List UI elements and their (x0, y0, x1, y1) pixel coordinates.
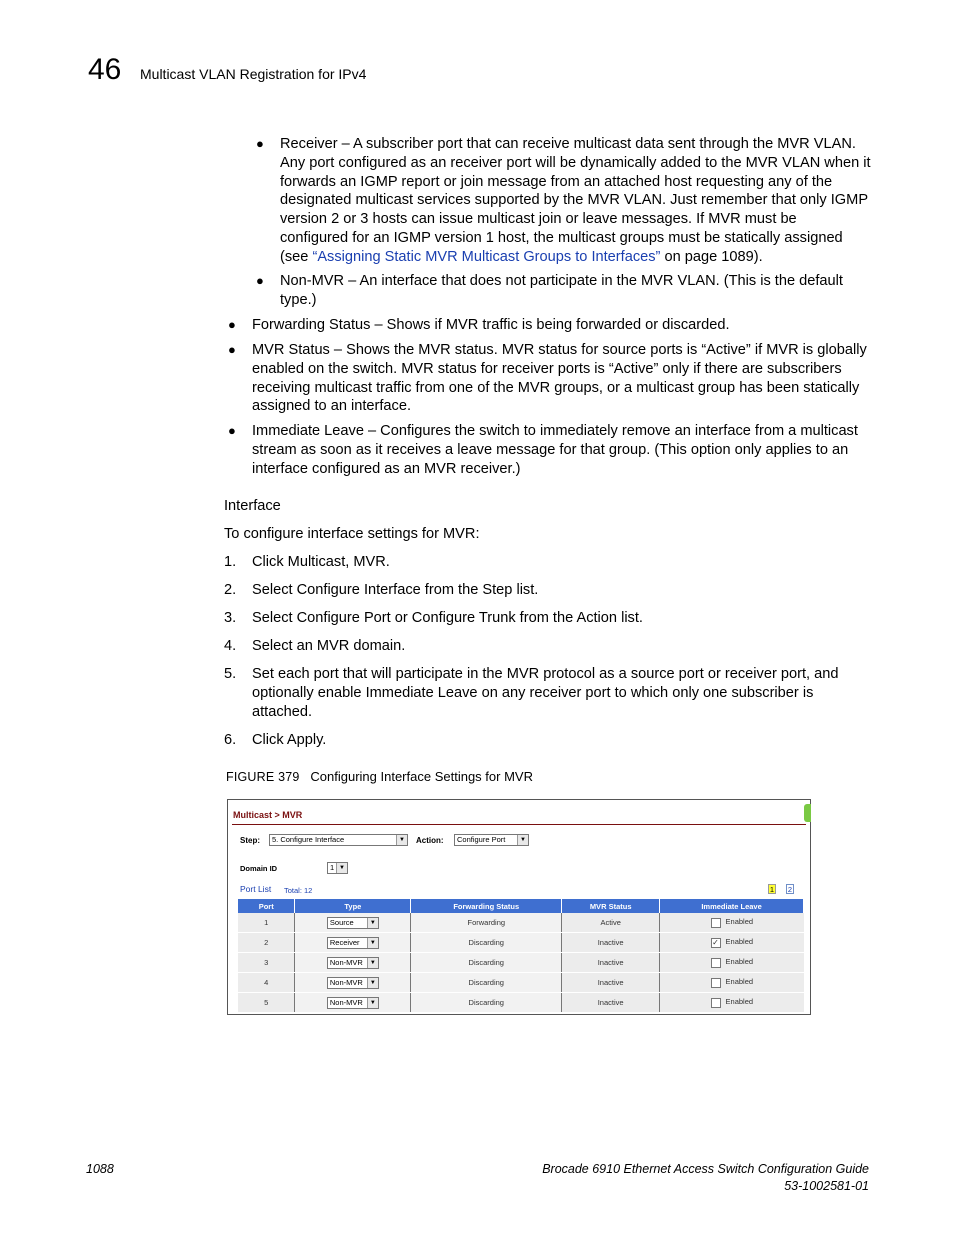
column-header: Type (295, 899, 411, 913)
bullet-dot: ● (256, 136, 264, 151)
immediate-leave-cell (660, 913, 804, 933)
type-cell (295, 953, 411, 973)
immediate-leave-label: Enabled (725, 997, 754, 1007)
chapter-title: Multicast VLAN Registration for IPv4 (140, 66, 367, 82)
immediate-leave-checkbox[interactable] (711, 958, 721, 968)
mvr-status-line: – Shows the MVR status. MVR status for source ports is “Active” if MVR is globally (329, 342, 867, 358)
step-text: Select an MVR domain. (252, 638, 406, 654)
immediate-leave-bullet (252, 422, 882, 478)
figure-title: Configuring Interface Settings for MVR (310, 769, 533, 784)
receiver-line: forwards an IGMP report or join message from an attached host requesting any of the (280, 173, 833, 190)
step-number: 6. (224, 732, 237, 748)
forwarding-status-cell: Discarding (411, 993, 562, 1013)
port-cell: 4 (238, 973, 295, 993)
step-text: Select Configure Port or Configure Trunk from the Action list. (252, 610, 643, 626)
column-header: Immediate Leave (660, 899, 804, 913)
chevron-down-icon: ▼ (517, 835, 528, 845)
domain-id-select[interactable] (327, 862, 348, 874)
mvr-status-cell: Inactive (562, 933, 660, 953)
port-cell: 5 (238, 993, 295, 1013)
breadcrumb-divider (232, 824, 806, 825)
forwarding-term: Forwarding Status (252, 317, 371, 333)
forwarding-status-cell: Forwarding (411, 913, 562, 933)
nonmvr-line: – An interface that does not participate in the MVR VLAN. (This is the default (344, 273, 843, 289)
receiver-bullet (280, 135, 880, 267)
type-select-value: Non-MVR (329, 977, 363, 987)
type-select[interactable] (327, 917, 379, 929)
page-number: 1088 (86, 1162, 114, 1176)
column-header: Forwarding Status (411, 899, 562, 913)
table-header-row (238, 899, 804, 913)
immediate-leave-cell (660, 933, 804, 953)
chevron-down-icon: ▼ (367, 978, 378, 988)
mvr-status-line: receiving multicast traffic from one of the MVR groups, or a multicast group has been statically (252, 379, 860, 396)
figure-label: FIGURE 379 (226, 770, 300, 784)
table-row (238, 993, 804, 1013)
type-select-value: Source (329, 917, 354, 927)
chevron-down-icon: ▼ (367, 998, 378, 1008)
immediate-leave-label: Enabled (725, 917, 754, 927)
step-number: 3. (224, 610, 237, 626)
immediate-leave-label: Enabled (725, 977, 754, 987)
chevron-down-icon: ▼ (396, 835, 407, 845)
action-select[interactable] (454, 834, 529, 846)
step-number: 4. (224, 638, 237, 654)
type-select-value: Receiver (329, 937, 360, 947)
step-select-value: 5. Configure Interface (272, 835, 345, 844)
section-intro: To configure interface settings for MVR: (224, 526, 480, 542)
receiver-line: Any port configured as an receiver port will be dynamically added to the MVR VLAN when it (280, 154, 871, 171)
port-list-label: Port List (240, 884, 272, 894)
page-link-1[interactable]: 1 (769, 885, 775, 894)
see-suffix: on page 1089). (660, 248, 763, 265)
forwarding-status-cell: Discarding (411, 933, 562, 953)
type-select[interactable] (327, 957, 379, 969)
immediate-leave-cell (660, 993, 804, 1013)
type-select[interactable] (327, 977, 379, 989)
mvr-status-line: assigned to an interface. (252, 398, 412, 415)
type-cell (295, 993, 411, 1013)
step-text: Click Apply. (252, 732, 327, 748)
action-label: Action: (416, 836, 444, 845)
forwarding-text: – Shows if MVR traffic is being forwarded or discarded. (370, 317, 730, 333)
chapter-number: 46 (88, 53, 122, 86)
immediate-leave-cell (660, 973, 804, 993)
bullet-dot: ● (228, 342, 236, 357)
immediate-leave-line: stream as soon as it receives a leave message for that group. (This option only applies to an (252, 441, 849, 458)
receiver-term: Receiver (280, 136, 338, 152)
cross-reference-link[interactable]: “Assigning Static MVR Multicast Groups to Interfaces” (312, 248, 661, 265)
mvr-interface-screenshot (227, 799, 811, 1015)
port-cell: 2 (238, 933, 295, 953)
step-line: attached. (252, 703, 313, 720)
step-line: optionally enable Immediate Leave on any receiver port to which only one subscriber is (252, 684, 814, 701)
receiver-line: version 2 or 3 hosts can issue multicast join or leave messages. If MVR must be (280, 211, 797, 228)
step-number: 1. (224, 554, 237, 570)
nonmvr-line: type.) (280, 291, 317, 308)
figure-caption (226, 769, 533, 784)
step-text (252, 665, 882, 721)
immediate-leave-label: Enabled (725, 937, 754, 947)
step-label: Step: (240, 836, 260, 845)
step-number: 5. (224, 666, 237, 682)
receiver-line: configured for an IGMP version 1 host, the multicast groups must be statically assigned (280, 229, 843, 246)
port-cell: 1 (238, 913, 295, 933)
nonmvr-term: Non-MVR (280, 273, 345, 289)
column-header: MVR Status (562, 899, 660, 913)
receiver-line: – A subscriber port that can receive multicast data sent through the MVR VLAN. (337, 136, 856, 152)
action-select-value: Configure Port (457, 835, 506, 844)
receiver-line: designated multicast services supported by the MVR VLAN. Just remember that only IGMP (280, 192, 869, 209)
immediate-leave-checkbox[interactable] (711, 998, 721, 1008)
type-cell (295, 933, 411, 953)
document-number: 53-1002581-01 (784, 1179, 869, 1193)
type-cell (295, 973, 411, 993)
table-row (238, 933, 804, 953)
mvr-status-cell: Inactive (562, 993, 660, 1013)
bullet-dot: ● (256, 273, 264, 288)
section-heading: Interface (224, 498, 281, 514)
type-select[interactable] (327, 997, 379, 1009)
immediate-leave-label: Enabled (725, 957, 754, 967)
type-cell (295, 913, 411, 933)
type-select-value: Non-MVR (329, 957, 363, 967)
scroll-tab-icon[interactable] (804, 804, 811, 822)
port-table (238, 899, 804, 1013)
table-row (238, 973, 804, 993)
port-list-total: Total: 12 (284, 886, 313, 895)
immediate-leave-line: – Configures the switch to immediately remove an interface from a multicast (363, 423, 858, 439)
column-header: Port (238, 899, 295, 913)
mvr-status-cell: Inactive (562, 973, 660, 993)
step-select[interactable] (269, 834, 408, 846)
mvr-status-line: enabled on the switch. MVR status for receiver ports is “Active” only if there are subscribers (252, 360, 842, 377)
step-text: Click Multicast, MVR. (252, 554, 390, 570)
table-row (238, 953, 804, 973)
mvr-status-cell: Active (562, 913, 660, 933)
immediate-leave-line: interface configured as an MVR receiver.) (252, 460, 521, 477)
forwarding-status-cell: Discarding (411, 953, 562, 973)
immediate-leave-checkbox[interactable] (711, 918, 721, 928)
immediate-leave-cell (660, 953, 804, 973)
chevron-down-icon: ▼ (367, 938, 378, 948)
domain-id-value: 1 (330, 863, 335, 872)
breadcrumb: Multicast > MVR (233, 810, 303, 820)
step-text: Select Configure Interface from the Step list. (252, 582, 539, 598)
mvr-status-bullet (252, 341, 882, 416)
page-link-2[interactable]: 2 (787, 885, 793, 894)
chevron-down-icon: ▼ (367, 958, 378, 968)
see-prefix: (see (280, 248, 313, 265)
bullet-dot: ● (228, 423, 236, 438)
step-line: Set each port that will participate in the MVR protocol as a source port or receiver port, and (252, 666, 839, 682)
immediate-leave-checkbox[interactable] (711, 978, 721, 988)
type-select-value: Non-MVR (329, 997, 363, 1007)
mvr-status-cell: Inactive (562, 953, 660, 973)
step-number: 2. (224, 582, 237, 598)
book-title: Brocade 6910 Ethernet Access Switch Configuration Guide (542, 1162, 869, 1176)
forwarding-status-cell: Discarding (411, 973, 562, 993)
nonmvr-bullet (280, 272, 880, 310)
chevron-down-icon: ▼ (367, 918, 378, 928)
port-cell: 3 (238, 953, 295, 973)
domain-id-label: Domain ID (240, 864, 278, 873)
immediate-leave-term: Immediate Leave (252, 423, 364, 439)
forwarding-bullet (252, 316, 882, 335)
type-select[interactable] (327, 937, 379, 949)
mvr-status-term: MVR Status (252, 342, 330, 358)
table-row (238, 913, 804, 933)
immediate-leave-checkbox[interactable]: ✓ (712, 937, 719, 947)
chevron-down-icon: ▼ (336, 863, 347, 873)
bullet-dot: ● (228, 317, 236, 332)
